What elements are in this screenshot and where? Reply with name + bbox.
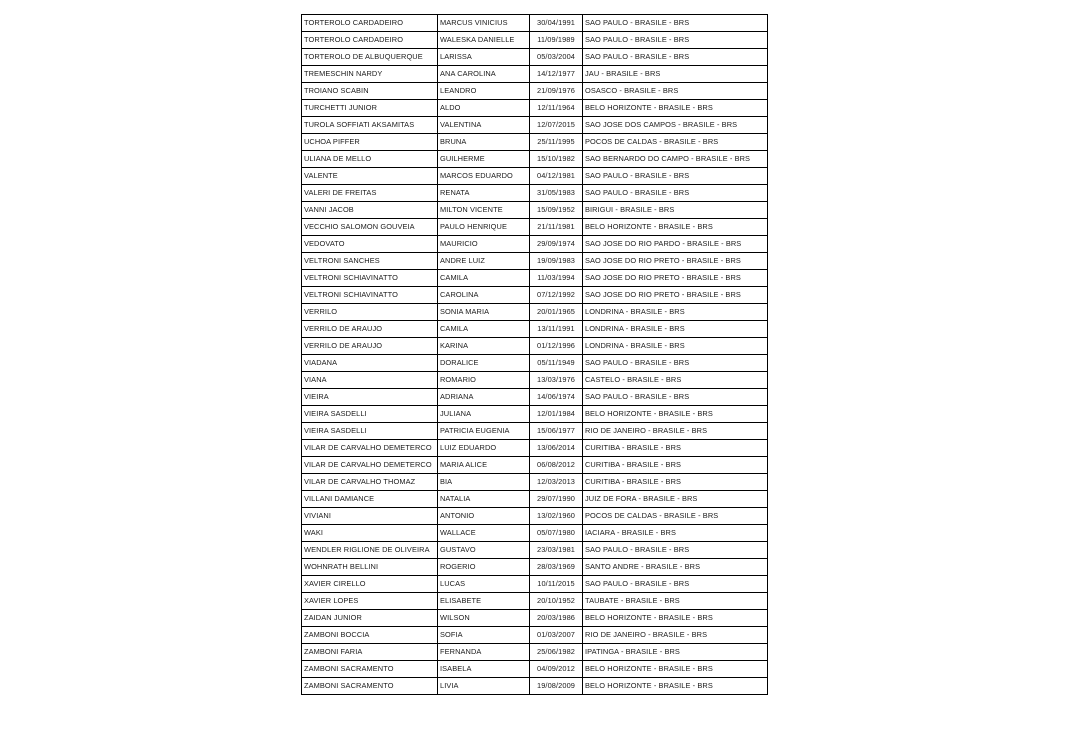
- birth-date-cell: 14/06/1974: [530, 389, 583, 406]
- table-row: [302, 525, 768, 542]
- birth-date-cell: 07/12/1992: [530, 287, 583, 304]
- surname-cell: WENDLER RIGLIONE DE OLIVEIRA: [302, 542, 438, 559]
- given-name-cell: ANDRE LUIZ: [438, 253, 530, 270]
- surname-cell: VIEIRA: [302, 389, 438, 406]
- surname-cell: VEDOVATO: [302, 236, 438, 253]
- table-row: [302, 185, 768, 202]
- birth-place-cell: CURITIBA - BRASILE - BRS: [583, 474, 768, 491]
- surname-cell: VALERI DE FREITAS: [302, 185, 438, 202]
- table-row: [302, 66, 768, 83]
- surname-cell: VERRILO DE ARAUJO: [302, 338, 438, 355]
- birth-place-cell: TAUBATE - BRASILE - BRS: [583, 593, 768, 610]
- table-row: [302, 508, 768, 525]
- records-table-body: [302, 15, 768, 695]
- birth-place-cell: LONDRINA - BRASILE - BRS: [583, 321, 768, 338]
- birth-place-cell: OSASCO - BRASILE - BRS: [583, 83, 768, 100]
- birth-date-cell: 14/12/1977: [530, 66, 583, 83]
- given-name-cell: JULIANA: [438, 406, 530, 423]
- birth-date-cell: 12/01/1984: [530, 406, 583, 423]
- birth-place-cell: SAO PAULO - BRASILE - BRS: [583, 576, 768, 593]
- surname-cell: ULIANA DE MELLO: [302, 151, 438, 168]
- surname-cell: VELTRONI SCHIAVINATTO: [302, 270, 438, 287]
- given-name-cell: WALESKA DANIELLE: [438, 32, 530, 49]
- birth-date-cell: 10/11/2015: [530, 576, 583, 593]
- given-name-cell: ANTONIO: [438, 508, 530, 525]
- birth-date-cell: 01/03/2007: [530, 627, 583, 644]
- surname-cell: ZAIDAN JUNIOR: [302, 610, 438, 627]
- surname-cell: TORTEROLO DE ALBUQUERQUE: [302, 49, 438, 66]
- surname-cell: VECCHIO SALOMON GOUVEIA: [302, 219, 438, 236]
- surname-cell: UCHOA PIFFER: [302, 134, 438, 151]
- table-row: [302, 542, 768, 559]
- birth-date-cell: 28/03/1969: [530, 559, 583, 576]
- surname-cell: TORTEROLO CARDADEIRO: [302, 32, 438, 49]
- surname-cell: VELTRONI SCHIAVINATTO: [302, 287, 438, 304]
- surname-cell: ZAMBONI SACRAMENTO: [302, 678, 438, 695]
- table-row: [302, 134, 768, 151]
- given-name-cell: ANA CAROLINA: [438, 66, 530, 83]
- surname-cell: XAVIER CIRELLO: [302, 576, 438, 593]
- table-row: [302, 117, 768, 134]
- surname-cell: VIEIRA SASDELLI: [302, 423, 438, 440]
- document-page: [301, 14, 767, 695]
- birth-date-cell: 01/12/1996: [530, 338, 583, 355]
- given-name-cell: CAROLINA: [438, 287, 530, 304]
- given-name-cell: CAMILA: [438, 270, 530, 287]
- table-row: [302, 610, 768, 627]
- table-row: [302, 644, 768, 661]
- birth-date-cell: 11/09/1989: [530, 32, 583, 49]
- birth-date-cell: 20/03/1986: [530, 610, 583, 627]
- given-name-cell: ROGERIO: [438, 559, 530, 576]
- birth-date-cell: 06/08/2012: [530, 457, 583, 474]
- birth-date-cell: 20/01/1965: [530, 304, 583, 321]
- surname-cell: WAKI: [302, 525, 438, 542]
- table-row: [302, 661, 768, 678]
- birth-place-cell: BELO HORIZONTE - BRASILE - BRS: [583, 678, 768, 695]
- birth-place-cell: SAO BERNARDO DO CAMPO - BRASILE - BRS: [583, 151, 768, 168]
- birth-date-cell: 11/03/1994: [530, 270, 583, 287]
- given-name-cell: WALLACE: [438, 525, 530, 542]
- given-name-cell: MARCUS VINICIUS: [438, 15, 530, 32]
- table-row: [302, 321, 768, 338]
- given-name-cell: MAURICIO: [438, 236, 530, 253]
- given-name-cell: GUILHERME: [438, 151, 530, 168]
- given-name-cell: GUSTAVO: [438, 542, 530, 559]
- surname-cell: VILLANI DAMIANCE: [302, 491, 438, 508]
- birth-date-cell: 29/09/1974: [530, 236, 583, 253]
- table-row: [302, 202, 768, 219]
- birth-place-cell: SAO PAULO - BRASILE - BRS: [583, 389, 768, 406]
- birth-place-cell: SAO JOSE DO RIO PRETO - BRASILE - BRS: [583, 253, 768, 270]
- birth-date-cell: 23/03/1981: [530, 542, 583, 559]
- given-name-cell: ALDO: [438, 100, 530, 117]
- table-row: [302, 338, 768, 355]
- table-row: [302, 576, 768, 593]
- given-name-cell: NATALIA: [438, 491, 530, 508]
- table-row: [302, 440, 768, 457]
- birth-place-cell: SAO PAULO - BRASILE - BRS: [583, 15, 768, 32]
- surname-cell: VIEIRA SASDELLI: [302, 406, 438, 423]
- given-name-cell: KARINA: [438, 338, 530, 355]
- table-row: [302, 304, 768, 321]
- birth-place-cell: RIO DE JANEIRO - BRASILE - BRS: [583, 423, 768, 440]
- table-row: [302, 253, 768, 270]
- birth-place-cell: BELO HORIZONTE - BRASILE - BRS: [583, 100, 768, 117]
- birth-place-cell: SANTO ANDRE - BRASILE - BRS: [583, 559, 768, 576]
- birth-place-cell: IACIARA - BRASILE - BRS: [583, 525, 768, 542]
- table-row: [302, 474, 768, 491]
- birth-place-cell: SAO JOSE DOS CAMPOS - BRASILE - BRS: [583, 117, 768, 134]
- surname-cell: TROIANO SCABIN: [302, 83, 438, 100]
- surname-cell: ZAMBONI BOCCIA: [302, 627, 438, 644]
- birth-place-cell: SAO PAULO - BRASILE - BRS: [583, 32, 768, 49]
- birth-place-cell: SAO PAULO - BRASILE - BRS: [583, 168, 768, 185]
- given-name-cell: ISABELA: [438, 661, 530, 678]
- birth-place-cell: SAO PAULO - BRASILE - BRS: [583, 49, 768, 66]
- birth-place-cell: BELO HORIZONTE - BRASILE - BRS: [583, 219, 768, 236]
- surname-cell: VILAR DE CARVALHO DEMETERCO: [302, 440, 438, 457]
- given-name-cell: LUCAS: [438, 576, 530, 593]
- table-row: [302, 457, 768, 474]
- given-name-cell: SONIA MARIA: [438, 304, 530, 321]
- table-row: [302, 559, 768, 576]
- birth-date-cell: 05/07/1980: [530, 525, 583, 542]
- given-name-cell: BRUNA: [438, 134, 530, 151]
- given-name-cell: PAULO HENRIQUE: [438, 219, 530, 236]
- surname-cell: TUROLA SOFFIATI AKSAMITAS: [302, 117, 438, 134]
- given-name-cell: LARISSA: [438, 49, 530, 66]
- birth-place-cell: POCOS DE CALDAS - BRASILE - BRS: [583, 508, 768, 525]
- birth-date-cell: 04/09/2012: [530, 661, 583, 678]
- table-row: [302, 389, 768, 406]
- surname-cell: VERRILO DE ARAUJO: [302, 321, 438, 338]
- given-name-cell: LEANDRO: [438, 83, 530, 100]
- birth-place-cell: LONDRINA - BRASILE - BRS: [583, 304, 768, 321]
- table-row: [302, 355, 768, 372]
- birth-date-cell: 25/06/1982: [530, 644, 583, 661]
- birth-date-cell: 05/03/2004: [530, 49, 583, 66]
- table-row: [302, 83, 768, 100]
- birth-place-cell: CURITIBA - BRASILE - BRS: [583, 457, 768, 474]
- birth-date-cell: 04/12/1981: [530, 168, 583, 185]
- table-row: [302, 151, 768, 168]
- records-table: [301, 14, 768, 695]
- birth-place-cell: SAO JOSE DO RIO PRETO - BRASILE - BRS: [583, 270, 768, 287]
- birth-place-cell: POCOS DE CALDAS - BRASILE - BRS: [583, 134, 768, 151]
- table-row: [302, 100, 768, 117]
- birth-place-cell: SAO JOSE DO RIO PARDO - BRASILE - BRS: [583, 236, 768, 253]
- table-row: [302, 219, 768, 236]
- surname-cell: VERRILO: [302, 304, 438, 321]
- given-name-cell: CAMILA: [438, 321, 530, 338]
- birth-place-cell: SAO PAULO - BRASILE - BRS: [583, 355, 768, 372]
- given-name-cell: BIA: [438, 474, 530, 491]
- birth-date-cell: 19/09/1983: [530, 253, 583, 270]
- given-name-cell: RENATA: [438, 185, 530, 202]
- birth-date-cell: 21/11/1981: [530, 219, 583, 236]
- birth-date-cell: 31/05/1983: [530, 185, 583, 202]
- surname-cell: TREMESCHIN NARDY: [302, 66, 438, 83]
- birth-date-cell: 20/10/1952: [530, 593, 583, 610]
- given-name-cell: ELISABETE: [438, 593, 530, 610]
- surname-cell: VANNI JACOB: [302, 202, 438, 219]
- table-row: [302, 32, 768, 49]
- given-name-cell: LIVIA: [438, 678, 530, 695]
- birth-date-cell: 12/07/2015: [530, 117, 583, 134]
- given-name-cell: ADRIANA: [438, 389, 530, 406]
- birth-date-cell: 21/09/1976: [530, 83, 583, 100]
- birth-date-cell: 25/11/1995: [530, 134, 583, 151]
- surname-cell: ZAMBONI FARIA: [302, 644, 438, 661]
- birth-place-cell: CURITIBA - BRASILE - BRS: [583, 440, 768, 457]
- birth-place-cell: SAO PAULO - BRASILE - BRS: [583, 542, 768, 559]
- birth-place-cell: BELO HORIZONTE - BRASILE - BRS: [583, 610, 768, 627]
- birth-place-cell: LONDRINA - BRASILE - BRS: [583, 338, 768, 355]
- surname-cell: VILAR DE CARVALHO THOMAZ: [302, 474, 438, 491]
- given-name-cell: ROMARIO: [438, 372, 530, 389]
- birth-date-cell: 30/04/1991: [530, 15, 583, 32]
- table-row: [302, 287, 768, 304]
- given-name-cell: DORALICE: [438, 355, 530, 372]
- birth-place-cell: SAO JOSE DO RIO PRETO - BRASILE - BRS: [583, 287, 768, 304]
- birth-place-cell: JAU - BRASILE - BRS: [583, 66, 768, 83]
- birth-place-cell: BIRIGUI - BRASILE - BRS: [583, 202, 768, 219]
- given-name-cell: PATRICIA EUGENIA: [438, 423, 530, 440]
- surname-cell: VALENTE: [302, 168, 438, 185]
- table-row: [302, 491, 768, 508]
- birth-place-cell: BELO HORIZONTE - BRASILE - BRS: [583, 661, 768, 678]
- table-row: [302, 15, 768, 32]
- table-row: [302, 406, 768, 423]
- surname-cell: TURCHETTI JUNIOR: [302, 100, 438, 117]
- table-row: [302, 627, 768, 644]
- surname-cell: WOHNRATH BELLINI: [302, 559, 438, 576]
- given-name-cell: SOFIA: [438, 627, 530, 644]
- birth-place-cell: CASTELO - BRASILE - BRS: [583, 372, 768, 389]
- given-name-cell: LUIZ EDUARDO: [438, 440, 530, 457]
- surname-cell: VIANA: [302, 372, 438, 389]
- birth-place-cell: RIO DE JANEIRO - BRASILE - BRS: [583, 627, 768, 644]
- birth-date-cell: 12/03/2013: [530, 474, 583, 491]
- birth-place-cell: JUIZ DE FORA - BRASILE - BRS: [583, 491, 768, 508]
- given-name-cell: VALENTINA: [438, 117, 530, 134]
- birth-date-cell: 13/06/2014: [530, 440, 583, 457]
- birth-date-cell: 13/02/1960: [530, 508, 583, 525]
- birth-date-cell: 13/11/1991: [530, 321, 583, 338]
- birth-date-cell: 29/07/1990: [530, 491, 583, 508]
- surname-cell: VIVIANI: [302, 508, 438, 525]
- table-row: [302, 49, 768, 66]
- surname-cell: TORTEROLO CARDADEIRO: [302, 15, 438, 32]
- surname-cell: VILAR DE CARVALHO DEMETERCO: [302, 457, 438, 474]
- given-name-cell: FERNANDA: [438, 644, 530, 661]
- surname-cell: VELTRONI SANCHES: [302, 253, 438, 270]
- table-row: [302, 372, 768, 389]
- given-name-cell: WILSON: [438, 610, 530, 627]
- birth-place-cell: IPATINGA - BRASILE - BRS: [583, 644, 768, 661]
- birth-date-cell: 19/08/2009: [530, 678, 583, 695]
- birth-date-cell: 12/11/1964: [530, 100, 583, 117]
- given-name-cell: MARCOS EDUARDO: [438, 168, 530, 185]
- table-row: [302, 678, 768, 695]
- birth-date-cell: 15/06/1977: [530, 423, 583, 440]
- table-row: [302, 168, 768, 185]
- birth-date-cell: 13/03/1976: [530, 372, 583, 389]
- table-row: [302, 236, 768, 253]
- birth-place-cell: BELO HORIZONTE - BRASILE - BRS: [583, 406, 768, 423]
- birth-date-cell: 15/09/1952: [530, 202, 583, 219]
- surname-cell: ZAMBONI SACRAMENTO: [302, 661, 438, 678]
- birth-date-cell: 15/10/1982: [530, 151, 583, 168]
- given-name-cell: MARIA ALICE: [438, 457, 530, 474]
- given-name-cell: MILTON VICENTE: [438, 202, 530, 219]
- table-row: [302, 270, 768, 287]
- surname-cell: VIADANA: [302, 355, 438, 372]
- birth-place-cell: SAO PAULO - BRASILE - BRS: [583, 185, 768, 202]
- table-row: [302, 423, 768, 440]
- table-row: [302, 593, 768, 610]
- surname-cell: XAVIER LOPES: [302, 593, 438, 610]
- birth-date-cell: 05/11/1949: [530, 355, 583, 372]
